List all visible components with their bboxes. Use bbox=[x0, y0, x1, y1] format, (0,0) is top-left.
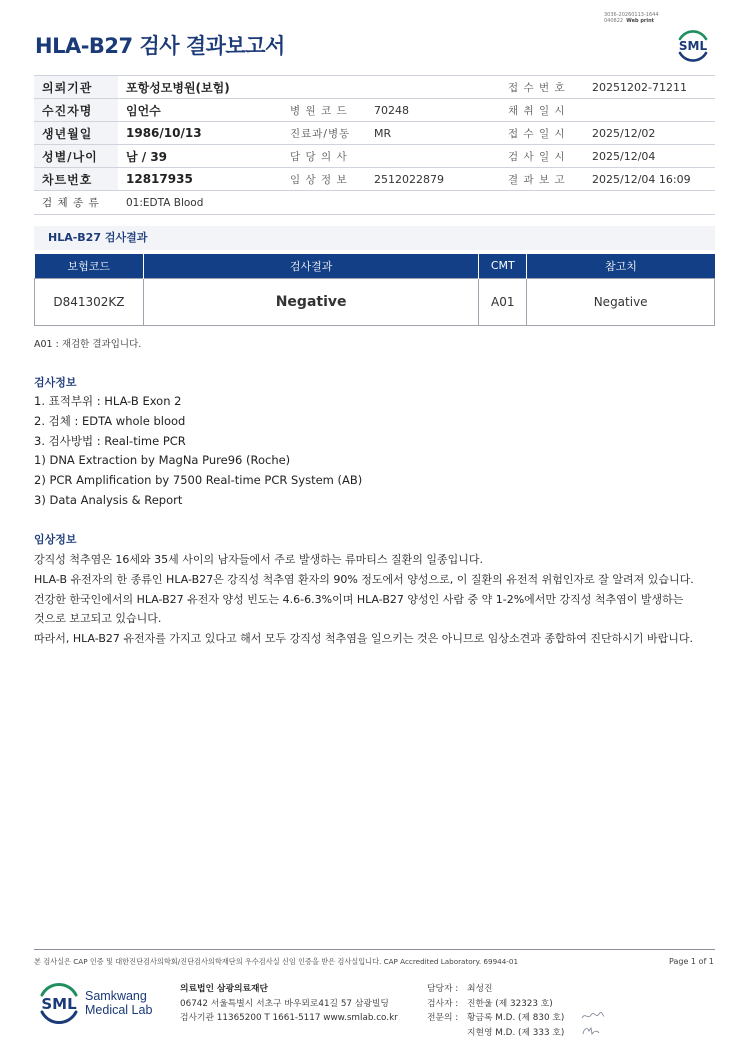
clinical-info-text bbox=[34, 550, 694, 649]
label-birth-date: 생년월일 bbox=[34, 122, 118, 145]
list-item: 2. 검체 : EDTA whole blood bbox=[34, 413, 186, 428]
label-physician: 담 당 의 사 bbox=[282, 145, 366, 168]
value-requesting-org: 포항성모병원(보험) bbox=[118, 76, 282, 99]
print-meta-line1: 3036-20260113-1644 bbox=[604, 12, 659, 18]
label-sex-age: 성별/나이 bbox=[34, 145, 118, 168]
svg-text:SML: SML bbox=[678, 39, 708, 53]
paragraph-line: 것으로 보고되고 있습니다. bbox=[34, 612, 162, 626]
list-item: 3) Data Analysis & Report bbox=[34, 492, 183, 507]
print-meta-line2: 040822 Web print bbox=[604, 18, 655, 24]
col-header-reference: 참고치 bbox=[527, 254, 715, 278]
value-chart-no: 12817935 bbox=[118, 168, 282, 191]
info-row bbox=[34, 76, 715, 99]
info-row bbox=[34, 168, 715, 191]
staff-row: 지현영 M.D. (제 333 호) bbox=[467, 1027, 565, 1038]
cell-insurance-code: D841302KZ bbox=[35, 278, 144, 325]
label-received-date: 접 수 일 시 bbox=[500, 122, 584, 145]
result-section-title: HLA-B27 검사결과 bbox=[34, 226, 715, 250]
staff-row: 담당자 : 최성진 bbox=[427, 984, 493, 994]
col-header-cmt: CMT bbox=[479, 254, 527, 278]
svg-text:SML: SML bbox=[41, 995, 77, 1013]
cell-cmt: A01 bbox=[479, 278, 527, 325]
staff-row: 전문의 : 황금록 M.D. (제 830 호) bbox=[427, 1013, 565, 1023]
table-row bbox=[35, 278, 715, 325]
org-address: 06742 서울특별시 서초구 바우뫼로41길 57 삼광빌딩 bbox=[180, 998, 389, 1009]
label-accession-no: 접 수 번 호 bbox=[500, 76, 584, 99]
label-blank bbox=[282, 76, 366, 99]
col-header-result: 검사결과 bbox=[143, 254, 478, 278]
label-specimen-type: 검 체 종 류 bbox=[34, 191, 118, 215]
paragraph-line: 강직성 척추염은 16세와 35세 사이의 남자들에서 주로 발생하는 류마티스 질환의 일종입니다. bbox=[34, 553, 483, 566]
sml-footer-logo-icon bbox=[36, 980, 82, 1026]
page-number: Page 1 of 1 bbox=[669, 957, 714, 966]
list-item: 3. 검사방법 : Real-time PCR bbox=[34, 433, 186, 448]
staff-row: 검사자 : 진한울 (제 32323 호) bbox=[427, 998, 553, 1009]
staff-list bbox=[427, 982, 564, 1040]
certification-note: 본 검사실은 CAP 인증 및 대한진단검사의학회/진단검사의학재단의 우수검사실 신임 인증을 받은 검사실입니다. CAP Accredited Laboratory. 69944-01 bbox=[34, 957, 519, 966]
paragraph-line: 따라서, HLA-B27 유전자를 가지고 있다고 해서 모두 강직성 척추염을 일으키는 것은 아니므로 임상소견과 종합하여 진단하시기 바랍니다. bbox=[34, 632, 694, 646]
label-chart-no: 차트번호 bbox=[34, 168, 118, 191]
test-info-title: 검사정보 bbox=[34, 376, 77, 389]
value-collection-date bbox=[584, 99, 715, 122]
cell-reference: Negative bbox=[527, 278, 715, 325]
list-item: 2) PCR Amplification by 7500 Real-time PCR System (AB) bbox=[34, 473, 363, 488]
label-department: 진료과/병동 bbox=[282, 122, 366, 145]
brand-name: Samkwang Medical Lab bbox=[85, 989, 153, 1017]
col-header-insurance-code: 보험코드 bbox=[35, 254, 144, 278]
value-sex-age: 남 / 39 bbox=[118, 145, 282, 168]
value-patient-name: 임언수 bbox=[118, 99, 282, 122]
info-row-specimen bbox=[34, 191, 715, 215]
page-title: HLA-B27 검사 결과보고서 bbox=[35, 34, 285, 58]
paragraph-line: 건강한 한국인에서의 HLA-B27 유전자 양성 빈도는 4.6-6.3%이며 HLA-B27 양성인 사람 중 약 1-2%에서만 강직성 척추염이 발생하는 bbox=[34, 592, 684, 606]
sml-logo-icon bbox=[674, 26, 712, 64]
label-requesting-org: 의뢰기관 bbox=[34, 76, 118, 99]
organization-info bbox=[180, 982, 398, 1026]
list-item: 1) DNA Extraction by MagNa Pure96 (Roche) bbox=[34, 453, 291, 468]
value-specimen-type: 01:EDTA Blood bbox=[118, 191, 715, 215]
label-patient-name: 수진자명 bbox=[34, 99, 118, 122]
value-hospital-code: 70248 bbox=[366, 99, 500, 122]
info-row bbox=[34, 145, 715, 168]
result-header-row bbox=[35, 254, 715, 278]
info-row bbox=[34, 99, 715, 122]
org-contact: 검사기관 11365200 T 1661-5117 www.smlab.co.kr bbox=[180, 1013, 398, 1023]
value-accession-no: 20251202-71211 bbox=[584, 76, 715, 99]
clinical-info-title: 임상정보 bbox=[34, 533, 77, 546]
cell-result: Negative bbox=[143, 278, 478, 325]
label-clinical-info: 임 상 정 보 bbox=[282, 168, 366, 191]
print-meta bbox=[604, 12, 659, 24]
value-test-date: 2025/12/04 bbox=[584, 145, 715, 168]
label-test-date: 검 사 일 시 bbox=[500, 145, 584, 168]
label-report-date: 결 과 보 고 bbox=[500, 168, 584, 191]
value-birth-date: 1986/10/13 bbox=[118, 122, 282, 145]
label-hospital-code: 병 원 코 드 bbox=[282, 99, 366, 122]
footer-divider bbox=[34, 949, 715, 950]
value-department: MR bbox=[366, 122, 500, 145]
result-note: A01 : 재검한 결과입니다. bbox=[34, 339, 142, 350]
label-collection-date: 채 취 일 시 bbox=[500, 99, 584, 122]
value-report-date: 2025/12/04 16:09 bbox=[584, 168, 715, 191]
org-name: 의료법인 삼광의료재단 bbox=[180, 984, 269, 994]
value-clinical-info: 2512022879 bbox=[366, 168, 500, 191]
list-item: 1. 표적부위 : HLA-B Exon 2 bbox=[34, 394, 182, 408]
value-blank bbox=[366, 76, 500, 99]
signature-icon bbox=[580, 1010, 606, 1022]
info-row bbox=[34, 122, 715, 145]
value-physician bbox=[366, 145, 500, 168]
result-table bbox=[34, 254, 715, 326]
paragraph-line: HLA-B 유전자의 한 종류인 HLA-B27은 강직성 척추염 환자의 90% 정도에서 양성으로, 이 질환의 유전적 위험인자로 잘 알려져 있습니다. bbox=[34, 572, 694, 586]
test-info-list bbox=[34, 392, 362, 511]
patient-info-table bbox=[34, 75, 715, 215]
signature-icon bbox=[580, 1025, 602, 1037]
value-received-date: 2025/12/02 bbox=[584, 122, 715, 145]
